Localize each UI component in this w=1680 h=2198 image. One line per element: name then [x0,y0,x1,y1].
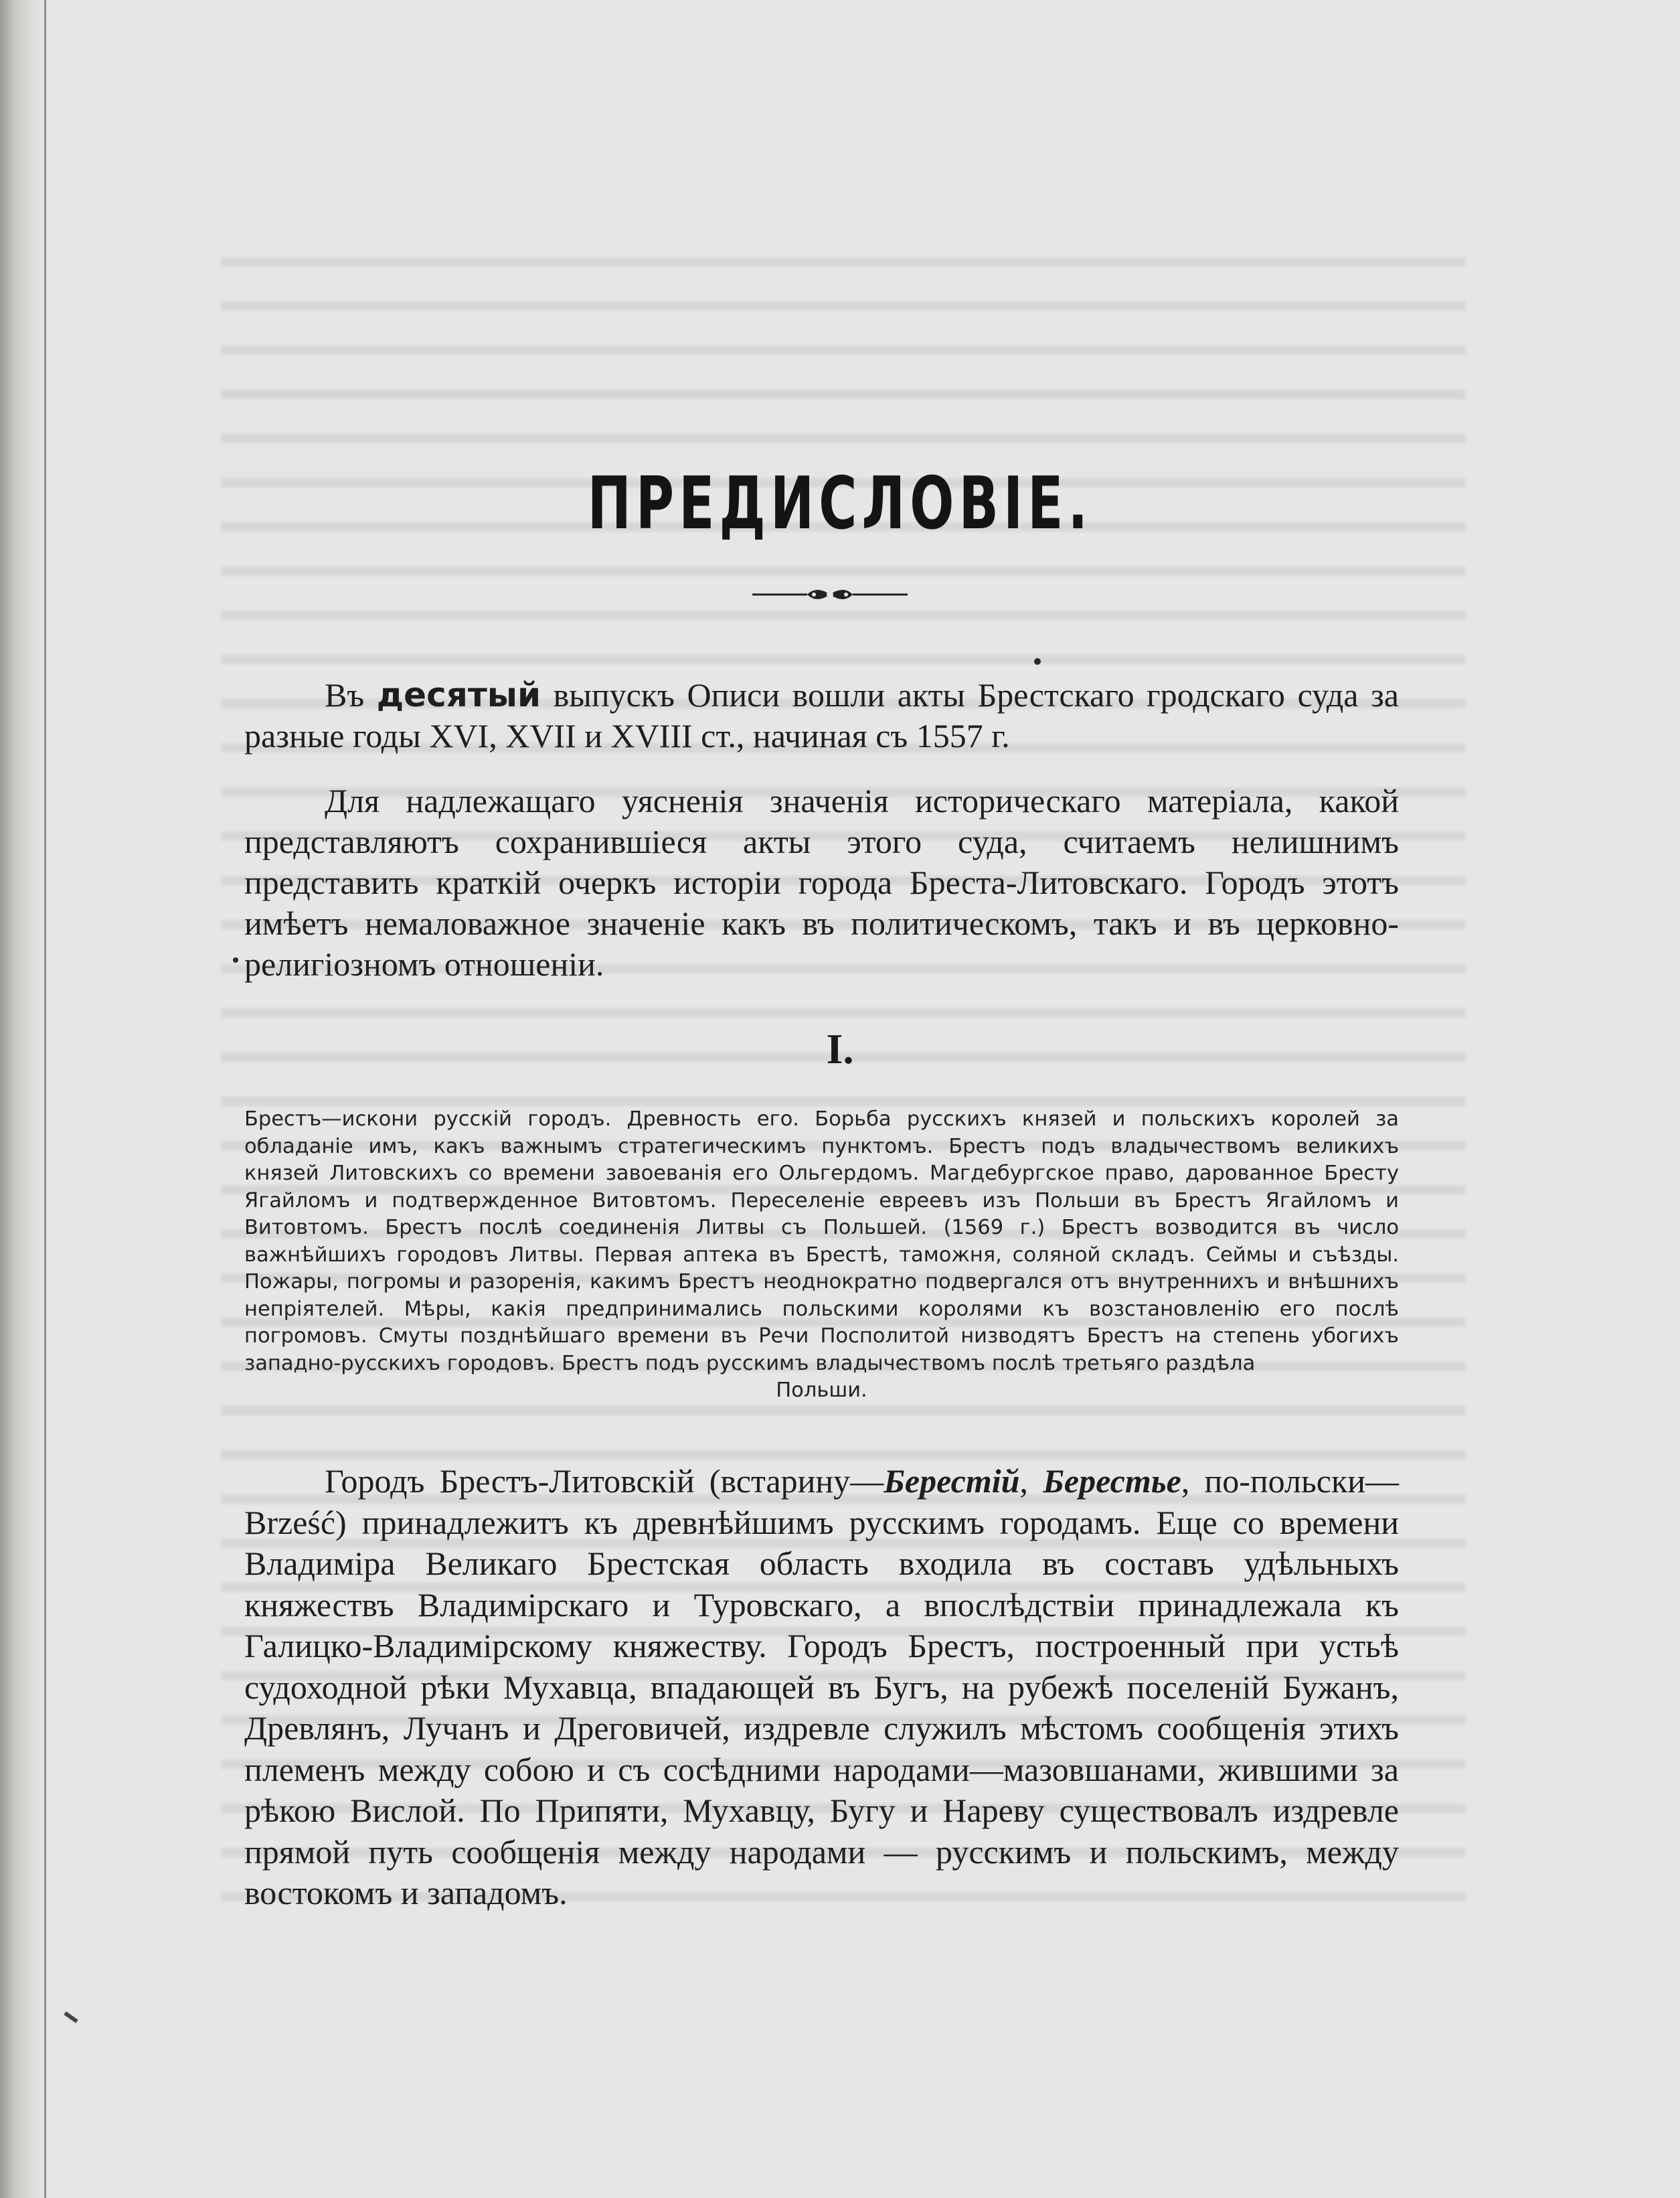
intro-paragraph-2: Для надлежащаго уясненія значенія историческаго матеріала, какой представляютъ сохранившіеся акты этого суда, считаемъ нелишнимъ представить краткій очеркъ исторіи города Бреста-Литовскаго. Городъ этотъ имѣетъ немаловажное значеніе какъ въ политическомъ, такъ и въ церковно-религіозномъ отношеніи. [244,782,1399,983]
summary-last-line: Польши. [776,1379,867,1402]
section-summary [244,1106,1399,1405]
body-italic-name-1: Берестій [884,1462,1020,1500]
intro-text: выпускъ Описи вошли акты Брестскаго гродскаго суда за разные годы XVI, XVII и XVIII ст., начиная съ 1557 г. [244,676,1399,755]
summary-text: Брестъ—искони русскій городъ. Древность его. Борьба русскихъ князей и польскихъ королей за обладаніе имъ, какъ важнымъ стратегическимъ пунктомъ. Брестъ подъ владычествомъ великихъ князей Литовскихъ со времени завоеванія его Ольгердомъ. Магдебургское право, дарованное Бресту Ягайломъ и подтвержденное Витовтомъ. Переселеніе евреевъ изъ Польши въ Брестъ Ягайломъ и Витовтомъ. Брестъ послѣ соединенія Литвы съ Польшей. (1569 г.) Брестъ возводится въ число важнѣйшихъ городовъ Литвы. Первая аптека въ Брестѣ, таможня, соляной складъ. Сеймы и съѣзды. Пожары, погромы и разоренія, какимъ Брестъ неоднократно подвергался отъ внутреннихъ и внѣшнихъ непріятелей. Мѣры, какія предпринимались польскими королями къ возстановленію его послѣ погромовъ. Смуты позднѣйшаго времени въ Речи Посполитой низводятъ Брестъ на степень убогихъ западно-русскихъ городовъ. Брестъ подъ русскимъ владычествомъ послѣ третьяго раздѣла [244,1107,1399,1375]
body-start: Городъ Брестъ-Литовскій (встарину— [325,1462,884,1500]
book-gutter-line [44,0,46,2198]
body-text: , по-польски—Brześć) принадлежитъ къ древнѣйшимъ русскимъ городамъ. Еще со времени Владиміра Великаго Брестская область входила въ составъ удѣльныхъ княжествъ Владимірскаго и Туровскаго, а впослѣдствіи принадлежала къ Галицко-Владимірскому княжеству. Городъ Брестъ, построенный при устьѣ судоходной рѣки Мухавца, впадающей въ Бугъ, на рубежѣ поселеній Бужанъ, Древлянъ, Лучанъ и Дреговичей, издревле служилъ мѣстомъ сообщенія этихъ племенъ между собою и съ сосѣдними народами—мазовшанами, жившими за рѣкою Вислой. По Припяти, Мухавцу, Бугу и Нареву существовалъ издревле прямой путь сообщенія между народами — русскимъ и польскимъ, между востокомъ и западомъ. [244,1462,1399,1911]
intro-prefix: Въ [325,676,377,714]
section-number: I. [826,1025,854,1073]
body-separator: , [1019,1462,1043,1500]
ink-speck [233,957,238,963]
intro-bold-word: десятый [376,676,541,714]
title-ornament [750,581,910,608]
intro-paragraph-1 [244,675,1399,757]
page-title: ПРЕДИСЛОВІЕ. [587,462,1093,546]
ink-speck [1034,658,1041,665]
body-italic-name-2: Берестье [1043,1462,1181,1500]
book-spine-shadow [0,0,48,2198]
body-paragraph [244,1461,1399,1914]
margin-mark [64,2011,78,2023]
